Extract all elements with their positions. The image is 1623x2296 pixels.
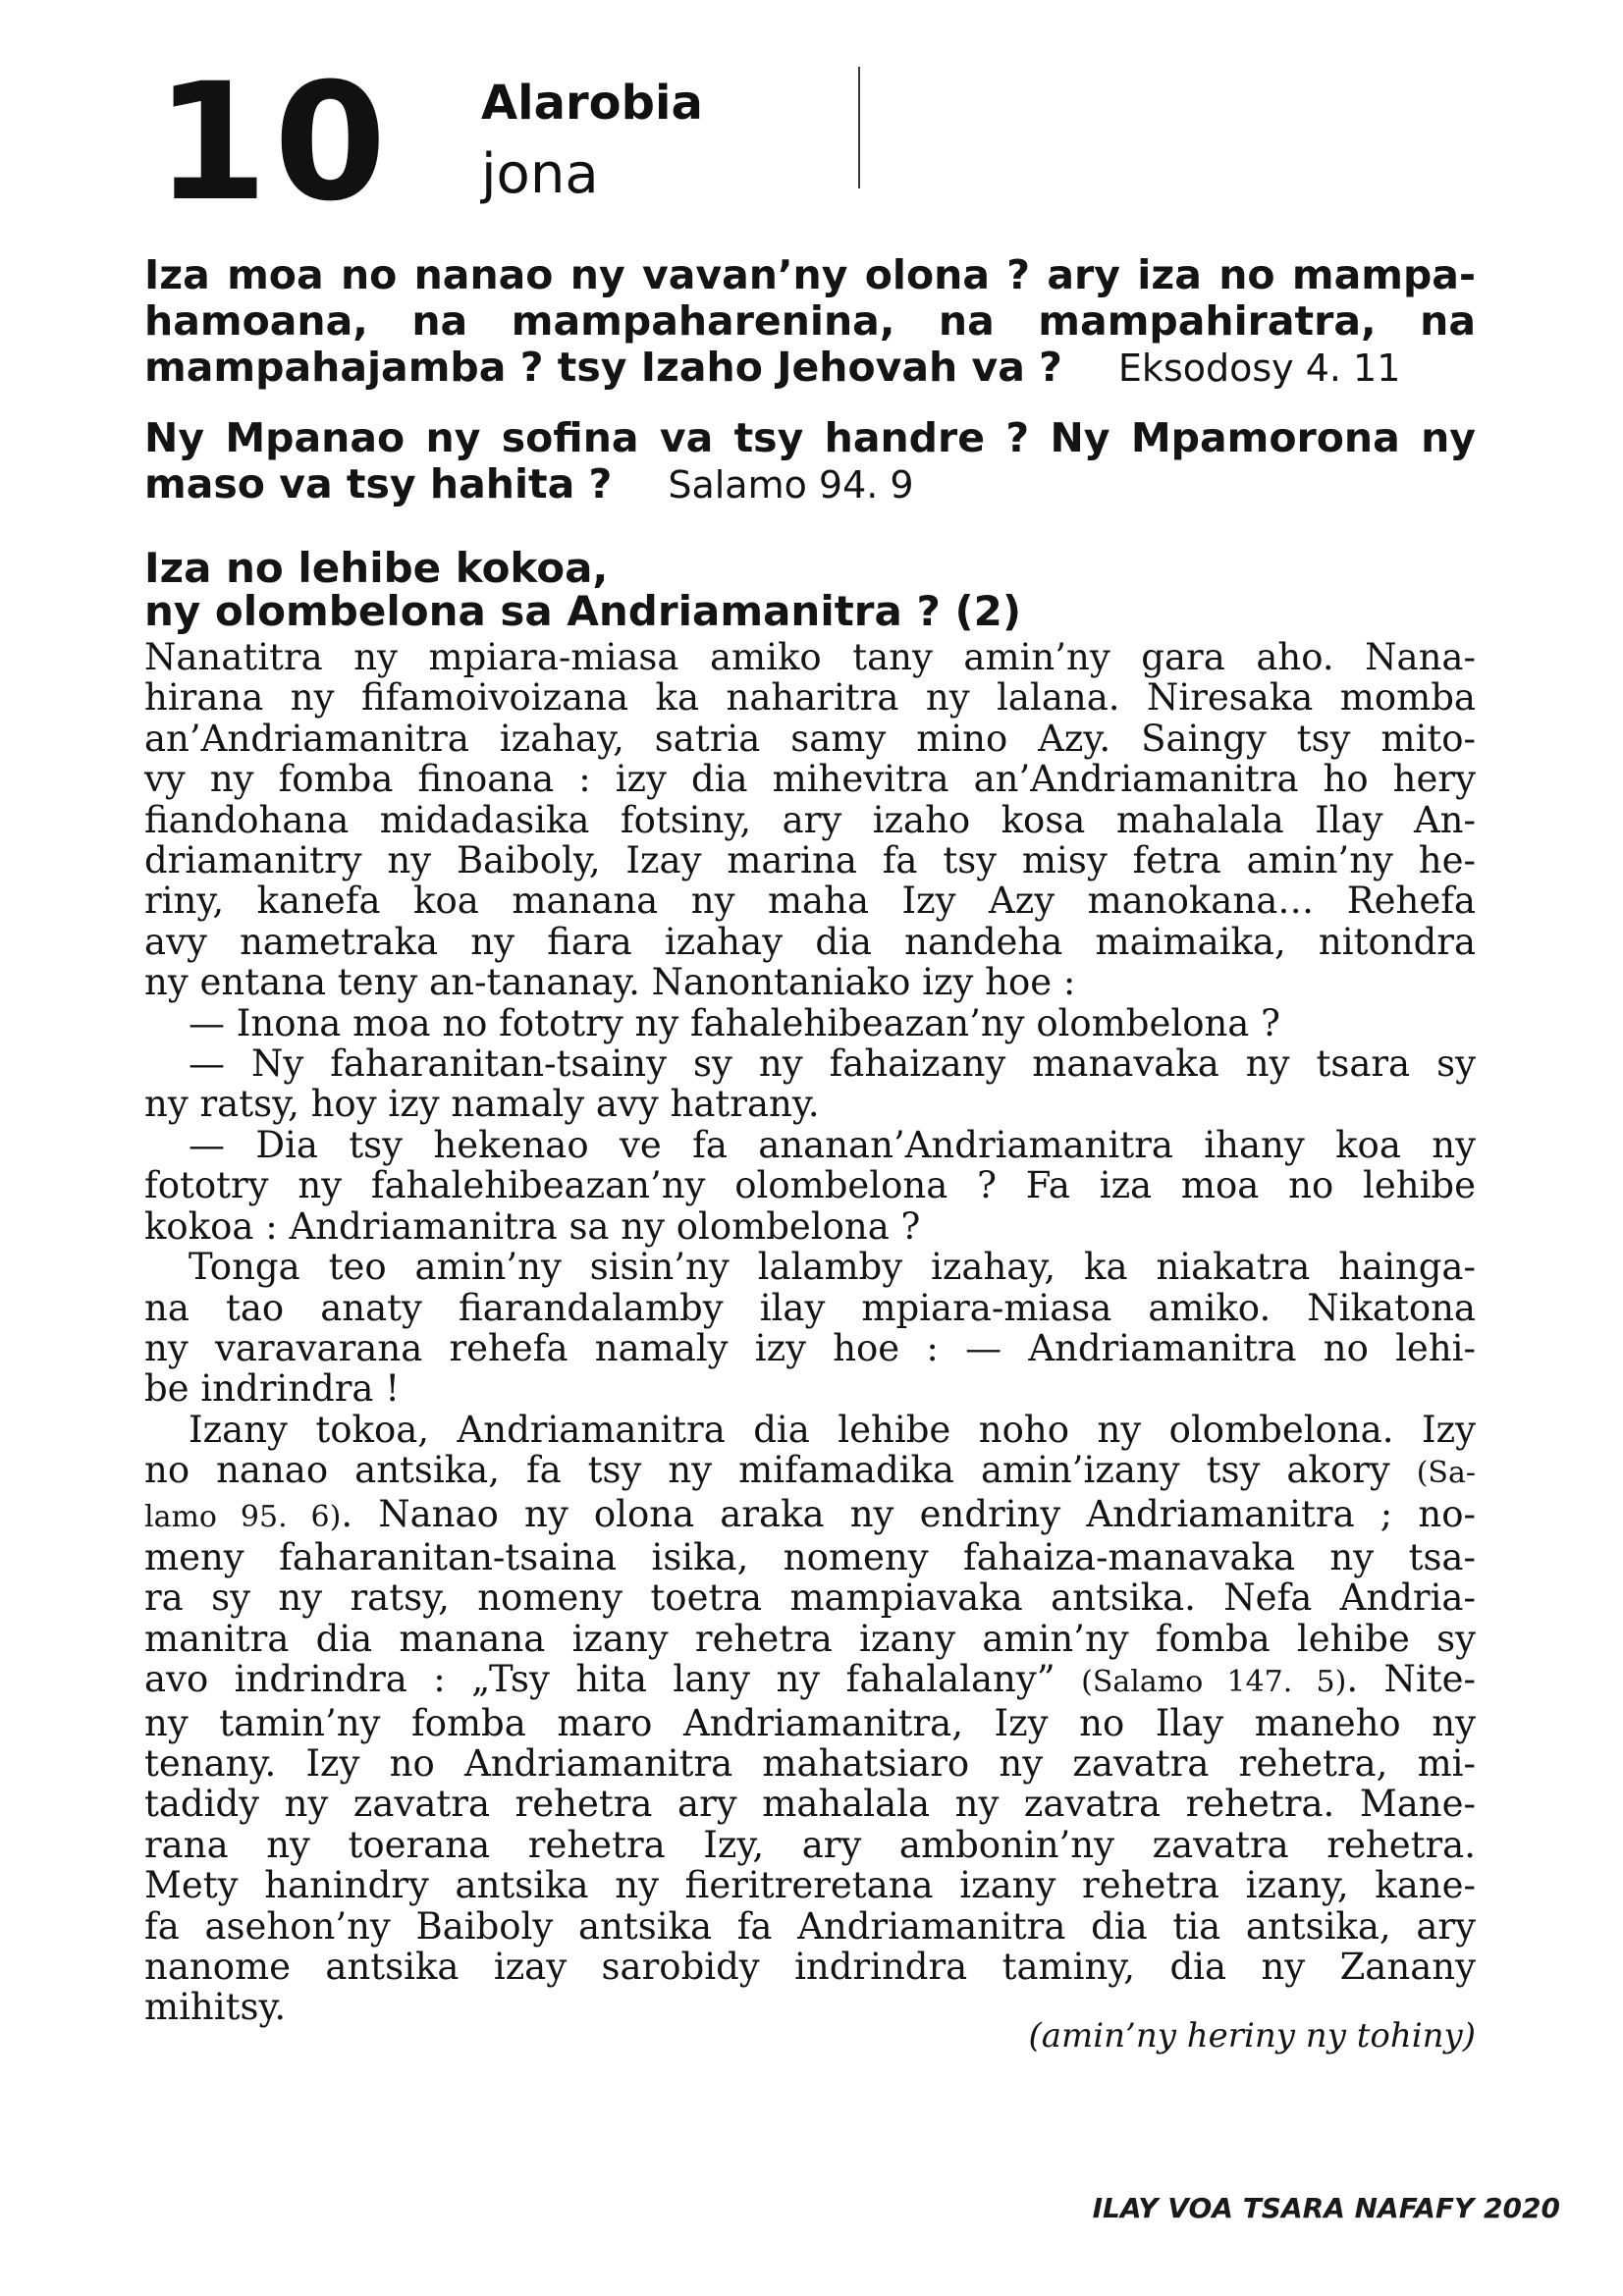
body-line: mihitsy. bbox=[144, 1986, 287, 2029]
scripture-reference: (Salamo 147. 5) bbox=[1081, 1665, 1347, 1700]
weekday-label: Alarobia bbox=[481, 76, 703, 131]
verse-line bbox=[144, 252, 1476, 298]
body-line: be indrindra ! bbox=[144, 1367, 401, 1411]
body-line: hirana ny fifamoivoizana ka naharitra ny lalana. Niresaka momba bbox=[144, 676, 1476, 720]
article-paragraph bbox=[144, 1043, 1476, 1125]
body-line: vy ny fomba finoana : izy dia mihevitra an’Andriamanitra ho hery bbox=[144, 758, 1476, 801]
verse-line bbox=[144, 298, 1476, 345]
body-line: ny entana teny an-tananay. Nanontaniako izy hoe : bbox=[144, 961, 1076, 1004]
verse-line bbox=[144, 345, 1476, 392]
body-line: riny, kanefa koa manana ny maha Izy Azy manokana… Rehefa bbox=[144, 880, 1476, 923]
article-title bbox=[144, 544, 1476, 635]
verse-text: maso va tsy hahita ? bbox=[144, 460, 613, 507]
verse-reference: Salamo 94. 9 bbox=[668, 463, 914, 507]
article-paragraph bbox=[144, 1247, 1476, 1410]
article-paragraph bbox=[144, 1125, 1476, 1247]
body-line: Tonga teo amin’ny sisin’ny lalamby izahay, ka niakatra hainga- bbox=[189, 1246, 1476, 1289]
body-line: ny ratsy, hoy izy namaly avy hatrany. bbox=[144, 1083, 820, 1126]
body-line: meny faharanitan-tsaina isika, nomeny fahaiza-manavaka ny tsa- bbox=[144, 1535, 1476, 1578]
body-text: . Nanao ny olona araka ny endriny Andriamanitra ; no- bbox=[341, 1492, 1477, 1535]
continuation-note: (amin’ny heriny ny tohiny) bbox=[1028, 2016, 1476, 2056]
body-line: avy nametraka ny fiara izahay dia nandeha maimaika, nitondra bbox=[144, 920, 1476, 963]
verse-passage bbox=[144, 252, 1476, 392]
body-line: fa asehon’ny Baiboly antsika fa Andriamanitra dia tia antsika, ary bbox=[144, 1904, 1476, 1948]
verse-text: Ny Mpanao ny sofina va tsy handre ? Ny Mpamorona ny bbox=[144, 414, 1476, 461]
article-paragraph bbox=[144, 637, 1476, 1003]
verse-passage bbox=[144, 415, 1476, 508]
body-text: no nanao antsika, fa tsy ny mifamadika amin’izany tsy akory bbox=[144, 1449, 1417, 1492]
month-label: jona bbox=[481, 142, 599, 206]
body-line: kokoa : Andriamanitra sa ny olombelona ? bbox=[144, 1204, 921, 1248]
publication-footer: ILAY VOA TSARA NAFAFY 2020 bbox=[1092, 2192, 1560, 2224]
body-line: tadidy ny zavatra rehetra ary mahalala ny zavatra rehetra. Mane- bbox=[144, 1783, 1476, 1826]
verse-reference: Eksodosy 4. 11 bbox=[1117, 347, 1401, 390]
article-title-line: ny olombelona sa Andriamanitra ? (2) bbox=[144, 587, 1022, 635]
article-paragraph bbox=[144, 1410, 1476, 2028]
body-line: tenany. Izy no Andriamanitra mahatsiaro ny zavatra rehetra, mi- bbox=[144, 1741, 1476, 1785]
body-line: an’Andriamanitra izahay, satria samy mino Azy. Saingy tsy mito- bbox=[144, 717, 1476, 760]
scripture-reference: lamo 95. 6) bbox=[144, 1499, 342, 1534]
body-line: Mety hanindry antsika ny fieritreretana izany rehetra izany, kane- bbox=[144, 1864, 1476, 1907]
daily-verses bbox=[144, 252, 1476, 508]
article-title-line: Iza no lehibe kokoa, bbox=[144, 544, 609, 592]
body-line: rana ny toerana rehetra Izy, ary ambonin’ny zavatra rehetra. bbox=[144, 1823, 1476, 1866]
verse-text: mampahajamba ? tsy Izaho Jehovah va ? bbox=[144, 344, 1062, 391]
body-line: — Dia tsy hekenao ve fa ananan’Andriamanitra ihany koa ny bbox=[189, 1123, 1476, 1166]
body-line: — Inona moa no fototry ny fahalehibeazan’ny olombelona ? bbox=[189, 1001, 1280, 1044]
article-paragraph bbox=[144, 1003, 1476, 1043]
verse-line bbox=[144, 461, 1476, 508]
verse-text: Iza moa no nanao ny vavan’ny olona ? ary iza no mampa- bbox=[144, 251, 1476, 298]
body-line bbox=[144, 1494, 1476, 1537]
body-line: manitra dia manana izany rehetra izany amin’ny fomba lehibe sy bbox=[144, 1617, 1476, 1660]
article-body bbox=[144, 637, 1476, 2028]
body-line: ny tamin’ny fomba maro Andriamanitra, Izy no Ilay maneho ny bbox=[144, 1701, 1476, 1744]
day-number: 10 bbox=[155, 48, 393, 237]
header-divider bbox=[858, 67, 860, 188]
body-text: avo indrindra : „Tsy hita lany ny fahalalany” bbox=[144, 1658, 1082, 1701]
body-line: ny varavarana rehefa namaly izy hoe : — Andriamanitra no lehi- bbox=[144, 1326, 1476, 1369]
body-line: driamanitry ny Baiboly, Izay marina fa tsy misy fetra amin’ny he- bbox=[144, 839, 1476, 882]
body-line: fototry ny fahalehibeazan’ny olombelona ? Fa iza moa no lehibe bbox=[144, 1164, 1476, 1207]
body-text: . Nite- bbox=[1346, 1658, 1476, 1701]
body-line: ra sy ny ratsy, nomeny toetra mampiavaka antsika. Nefa Andria- bbox=[144, 1576, 1476, 1620]
body-line bbox=[144, 1450, 1476, 1493]
scripture-reference: (Sa- bbox=[1416, 1456, 1476, 1491]
body-line bbox=[144, 1659, 1476, 1702]
body-line: Nanatitra ny mpiara-miasa amiko tany amin’ny gara aho. Nana- bbox=[144, 636, 1476, 678]
body-line: nanome antsika izay sarobidy indrindra taminy, dia ny Zanany bbox=[144, 1946, 1476, 1988]
body-line: Izany tokoa, Andriamanitra dia lehibe noho ny olombelona. Izy bbox=[189, 1408, 1476, 1451]
verse-line bbox=[144, 415, 1476, 461]
body-line: na tao anaty fiarandalamby ilay mpiara-miasa amiko. Nikatona bbox=[144, 1286, 1476, 1329]
body-line: — Ny faharanitan-tsainy sy ny fahaizany manavaka ny tsara sy bbox=[189, 1042, 1476, 1086]
body-line: fiandohana midadasika fotsiny, ary izaho kosa mahalala Ilay An- bbox=[144, 798, 1476, 841]
verse-text: hamoana, na mampaharenina, na mampahiratra, na bbox=[144, 297, 1476, 345]
